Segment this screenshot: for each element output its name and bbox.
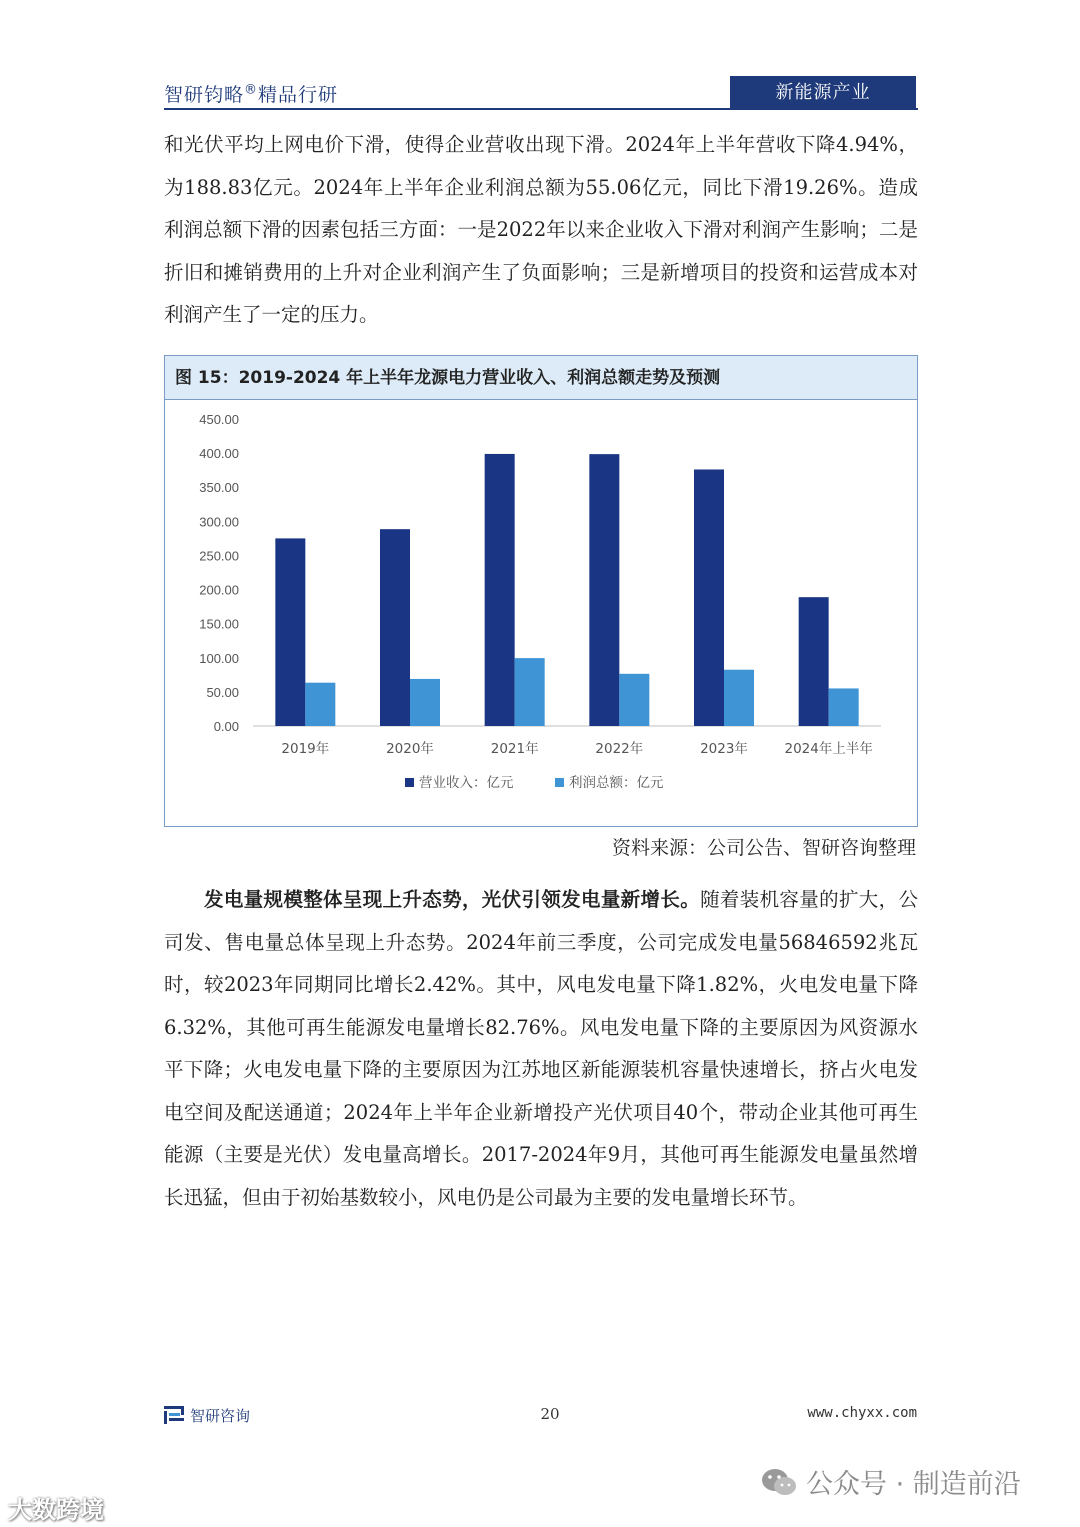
bar-profit <box>305 683 335 726</box>
paragraph-2-body: 随着装机容量的扩大，公司发、售电量总体呈现上升态势。2024年前三季度，公司完成发电量56846592兆瓦时，较2023年同期同比增长2.42%。其中，风电发电量下降1.82%，火电发电量下降6.32%，其他可再生能源发电量增长82.76%。风电发电量下降的主要原因为风资源水平下降；火电发电量下降的主要原因为江苏地区新能源装机容量快速增长，挤占火电发电空间及配送通道；2024年上半年企业新增投产光伏项目40个，带动企业其他可再生能源（主要是光伏）发电量高增长。2017-2024年9月，其他可再生能源发电量虽然增长迅猛，但由于初始基数较小，风电仍是公司最为主要的发电量增长环节。 <box>164 888 918 1209</box>
x-tick-label: 2023年 <box>700 741 748 757</box>
figure-title-bar <box>165 356 917 400</box>
x-tick-label: 2021年 <box>490 741 539 757</box>
x-tick-label: 2024年上半年 <box>784 741 873 757</box>
footer-logo <box>164 1405 250 1426</box>
wechat-watermark <box>760 1462 1021 1501</box>
y-tick-label: 400.00 <box>199 446 239 462</box>
x-tick-label: 2020年 <box>386 741 434 757</box>
figure-title: 2019-2024 年上半年龙源电力营业收入、利润总额走势及预测 <box>238 368 721 388</box>
y-tick-label: 200.00 <box>199 582 239 598</box>
y-tick-label: 450.00 <box>199 412 239 427</box>
bar-revenue <box>485 454 515 726</box>
body-paragraph-1: 和光伏平均上网电价下滑，使得企业营收出现下滑。2024年上半年营收下降4.94%，为188.83亿元。2024年上半年企业利润总额为55.06亿元，同比下滑19.26%。造成利润总额下滑的因素包括三方面：一是2022年以来企业收入下滑对利润产生影响；二是折旧和摊销费用的上升对企业利润产生了负面影响；三是新增项目的投资和运营成本对利润产生了一定的压力。 <box>164 133 918 326</box>
y-tick-label: 150.00 <box>199 616 239 632</box>
bar-revenue <box>275 538 305 726</box>
footer-website[interactable]: www.chyxx.com <box>807 1405 917 1421</box>
wechat-watermark-text: 公众号 · 制造前沿 <box>806 1469 1021 1500</box>
paragraph-2-lead: 发电量规模整体呈现上升态势，光伏引领发电量新增长。 <box>204 888 701 911</box>
legend-label: 营业收入：亿元 <box>419 775 514 791</box>
header-brand <box>164 80 338 107</box>
brand-name: 智研钧略 <box>164 84 245 106</box>
bar-profit <box>619 674 649 726</box>
bar-revenue <box>694 469 724 726</box>
x-tick-label: 2022年 <box>595 741 644 757</box>
page-number: 20 <box>540 1405 560 1423</box>
bar-revenue <box>380 529 410 726</box>
bar-profit <box>410 679 440 726</box>
y-tick-label: 50.00 <box>206 684 239 700</box>
bar-profit <box>515 658 545 726</box>
registered-mark: ® <box>244 82 259 98</box>
figure-box <box>164 355 918 827</box>
y-tick-label: 250.00 <box>199 548 239 564</box>
brand-suffix: 精品行研 <box>258 84 339 106</box>
figure-label: 图 15： <box>175 368 239 388</box>
legend-swatch <box>555 778 564 787</box>
y-tick-label: 0.00 <box>213 719 239 734</box>
y-tick-label: 300.00 <box>199 514 239 530</box>
bar-profit <box>724 670 754 726</box>
footer-logo-text: 智研咨询 <box>190 1407 251 1425</box>
bar-revenue <box>589 454 619 726</box>
chart-svg <box>165 356 917 826</box>
legend-swatch <box>405 778 414 787</box>
y-tick-label: 350.00 <box>199 480 239 496</box>
corner-watermark: 大数跨境 <box>8 1496 104 1524</box>
body-paragraph-2 <box>164 879 918 1219</box>
wechat-icon <box>760 1467 798 1499</box>
bar-revenue <box>799 597 829 726</box>
x-tick-label: 2019年 <box>281 741 330 757</box>
legend-label: 利润总额：亿元 <box>569 775 664 791</box>
zhiyan-logo-icon <box>164 1406 184 1424</box>
y-tick-label: 100.00 <box>199 650 239 666</box>
figure-source: 资料来源：公司公告、智研咨询整理 <box>611 837 916 859</box>
bar-profit <box>829 688 859 726</box>
header-category: 新能源产业 <box>730 76 916 110</box>
